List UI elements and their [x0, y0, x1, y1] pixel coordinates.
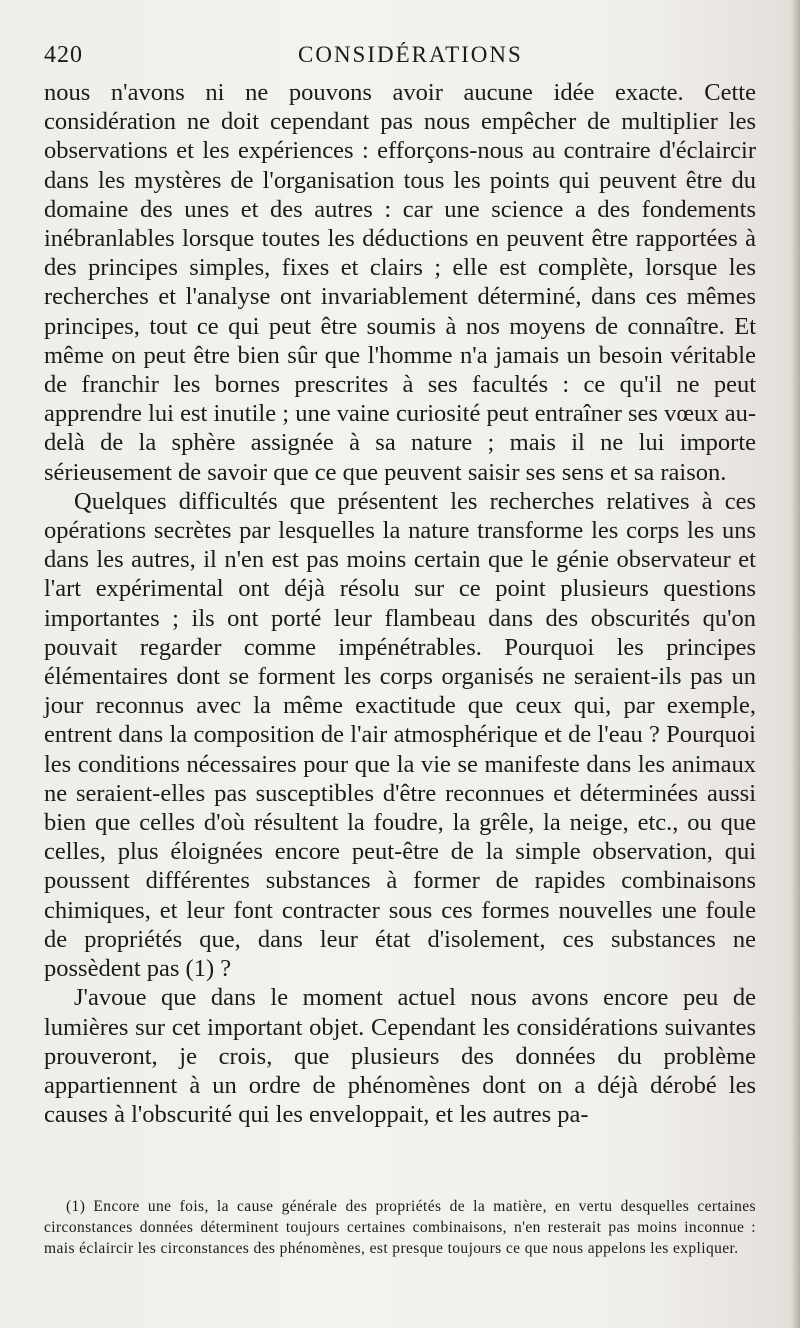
page-header [44, 42, 744, 78]
page-edge-shadow [790, 0, 800, 1328]
page-number: 420 [44, 42, 83, 68]
paragraph-3: J'avoue que dans le moment actuel nous avons encore peu de lumières sur cet important objet. Cependant les considérations suivantes prouveront, je crois, que plusieurs des données du problème appartiennent à un ordre de phénomènes dont on a déjà dérobé les causes à l'obscurité qui les enveloppait, et les autres pa- [44, 984, 756, 1129]
running-title: CONSIDÉRATIONS [298, 42, 523, 67]
paragraph-1: nous n'avons ni ne pouvons avoir aucune idée exacte. Cette considération ne doit cependant pas nous empêcher de multiplier les observations et les expériences : efforçons-nous au contraire d'éclaircir dans les mystères de l'organisation tous les points qui peuvent être du domaine des unes et des autres : car une science a des fondements inébranlables lorsque toutes les déductions en peuvent être rapportées à des principes simples, fixes et clairs ; elle est complète, lorsque les recherches et l'analyse ont invariablement déterminé, dans ces mêmes principes, tout ce qui peut être soumis à nos moyens de connaître. Et même on peut être bien sûr que l'homme n'a jamais un besoin véritable de franchir les bornes prescrites à ses facultés : ce qu'il ne peut apprendre lui est inutile ; une vaine curiosité peut entraîner ses vœux au-delà de la sphère assignée à sa nature ; mais il ne lui importe sérieusement de savoir que ce que peuvent saisir ses sens et sa raison. [44, 79, 756, 486]
footnote-text: (1) Encore une fois, la cause générale des propriétés de la matière, en vertu desquelles certaines circonstances données déterminent toujours certaines combinaisons, n'en resterait pas moins inconnue : mais éclaircir les circonstances des phénomènes, est presque toujours ce que nous appelons les expliquer. [44, 1198, 756, 1257]
footnote [44, 1196, 756, 1259]
body-text [44, 78, 756, 1129]
paragraph-2: Quelques difficultés que présentent les recherches relatives à ces opérations secrètes par lesquelles la nature transforme les corps les uns dans les autres, il n'en est pas moins certain que le génie observateur et l'art expérimental ont déjà résolu sur ce point plusieurs questions importantes ; ils ont porté leur flambeau dans des obscurités qu'on pouvait regarder comme impénétrables. Pourquoi les principes élémentaires dont se forment les corps organisés ne seraient-ils pas un jour reconnus avec la même exactitude que ceux qui, par exemple, entrent dans la composition de l'air atmosphérique et de l'eau ? Pourquoi les conditions nécessaires pour que la vie se manifeste dans les animaux ne seraient-elles pas susceptibles d'être reconnues et déterminées aussi bien que celles d'où résultent la foudre, la grêle, la neige, etc., ou que celles, plus éloignées encore peut-être de la simple observation, qui poussent différentes substances à former de rapides combinaisons chimiques, et leur font contracter sous ces formes nouvelles une foule de propriétés que, dans leur état d'isolement, ces substances ne possèdent pas (1) ? [44, 487, 756, 983]
